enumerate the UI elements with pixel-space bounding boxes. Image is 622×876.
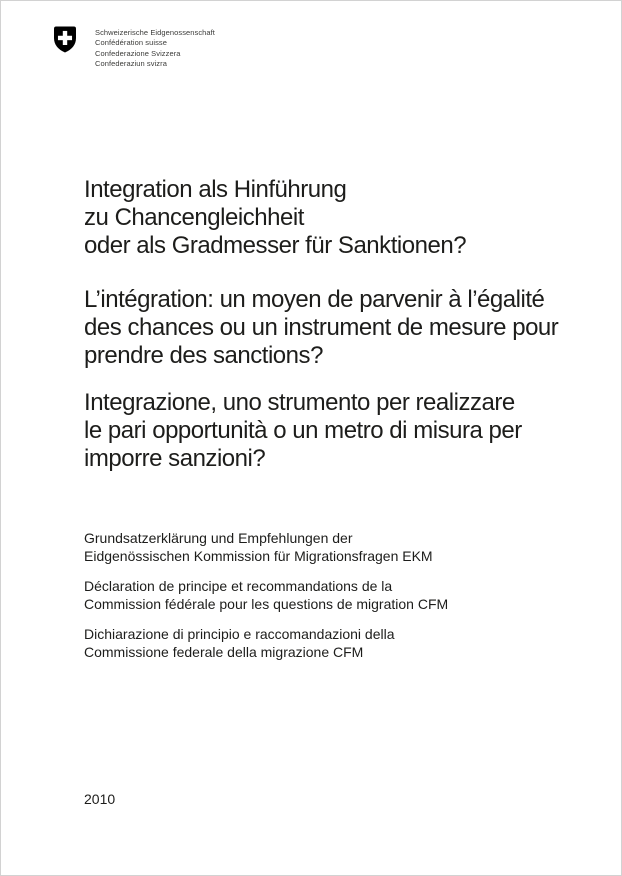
title-french bbox=[84, 286, 558, 370]
subtitle-line: Grundsatzerklärung und Empfehlungen der bbox=[84, 530, 353, 546]
logo-wordmark bbox=[95, 28, 215, 70]
subtitle-line: Déclaration de principe et recommandations de la bbox=[84, 578, 393, 594]
subtitle-italian bbox=[84, 625, 448, 661]
title-line: des chances ou un instrument de mesure pour bbox=[84, 314, 559, 341]
subtitle-line: Eidgenössischen Kommission für Migrationsfragen EKM bbox=[84, 548, 433, 564]
title-line: Integration als Hinführung bbox=[84, 176, 347, 203]
logo-line-fr: Confédération suisse bbox=[95, 38, 167, 48]
logo-line-rm: Confederaziun svizra bbox=[95, 59, 167, 69]
subtitle-line: Dichiarazione di principio e raccomandazioni della bbox=[84, 626, 395, 642]
title-line: prendre des sanctions? bbox=[84, 342, 323, 369]
subtitle-line: Commissione federale della migrazione CFM bbox=[84, 644, 364, 660]
title-line: imporre sanzioni? bbox=[84, 445, 266, 472]
logo-line-de: Schweizerische Eidgenossenschaft bbox=[95, 28, 215, 37]
subtitle-block bbox=[84, 529, 448, 661]
title-line: Integrazione, uno strumento per realizzare bbox=[84, 389, 515, 416]
logo-line-it: Confederazione Svizzera bbox=[95, 48, 181, 58]
subtitle-german bbox=[84, 529, 448, 565]
title-italian bbox=[84, 389, 558, 473]
swiss-confederation-logo bbox=[54, 26, 215, 70]
title-line: oder als Gradmesser für Sanktionen? bbox=[84, 232, 467, 259]
publication-year: 2010 bbox=[84, 791, 116, 807]
subtitle-french bbox=[84, 577, 448, 613]
swiss-coat-of-arms-icon bbox=[54, 26, 76, 53]
title-block bbox=[84, 176, 558, 473]
title-line: le pari opportunità o un metro di misura per bbox=[84, 417, 522, 444]
title-line: L’intégration: un moyen de parvenir à l’égalité bbox=[84, 286, 545, 313]
subtitle-line: Commission fédérale pour les questions de migration CFM bbox=[84, 596, 449, 612]
title-line: zu Chancengleichheit bbox=[84, 204, 304, 231]
title-german bbox=[84, 176, 558, 260]
